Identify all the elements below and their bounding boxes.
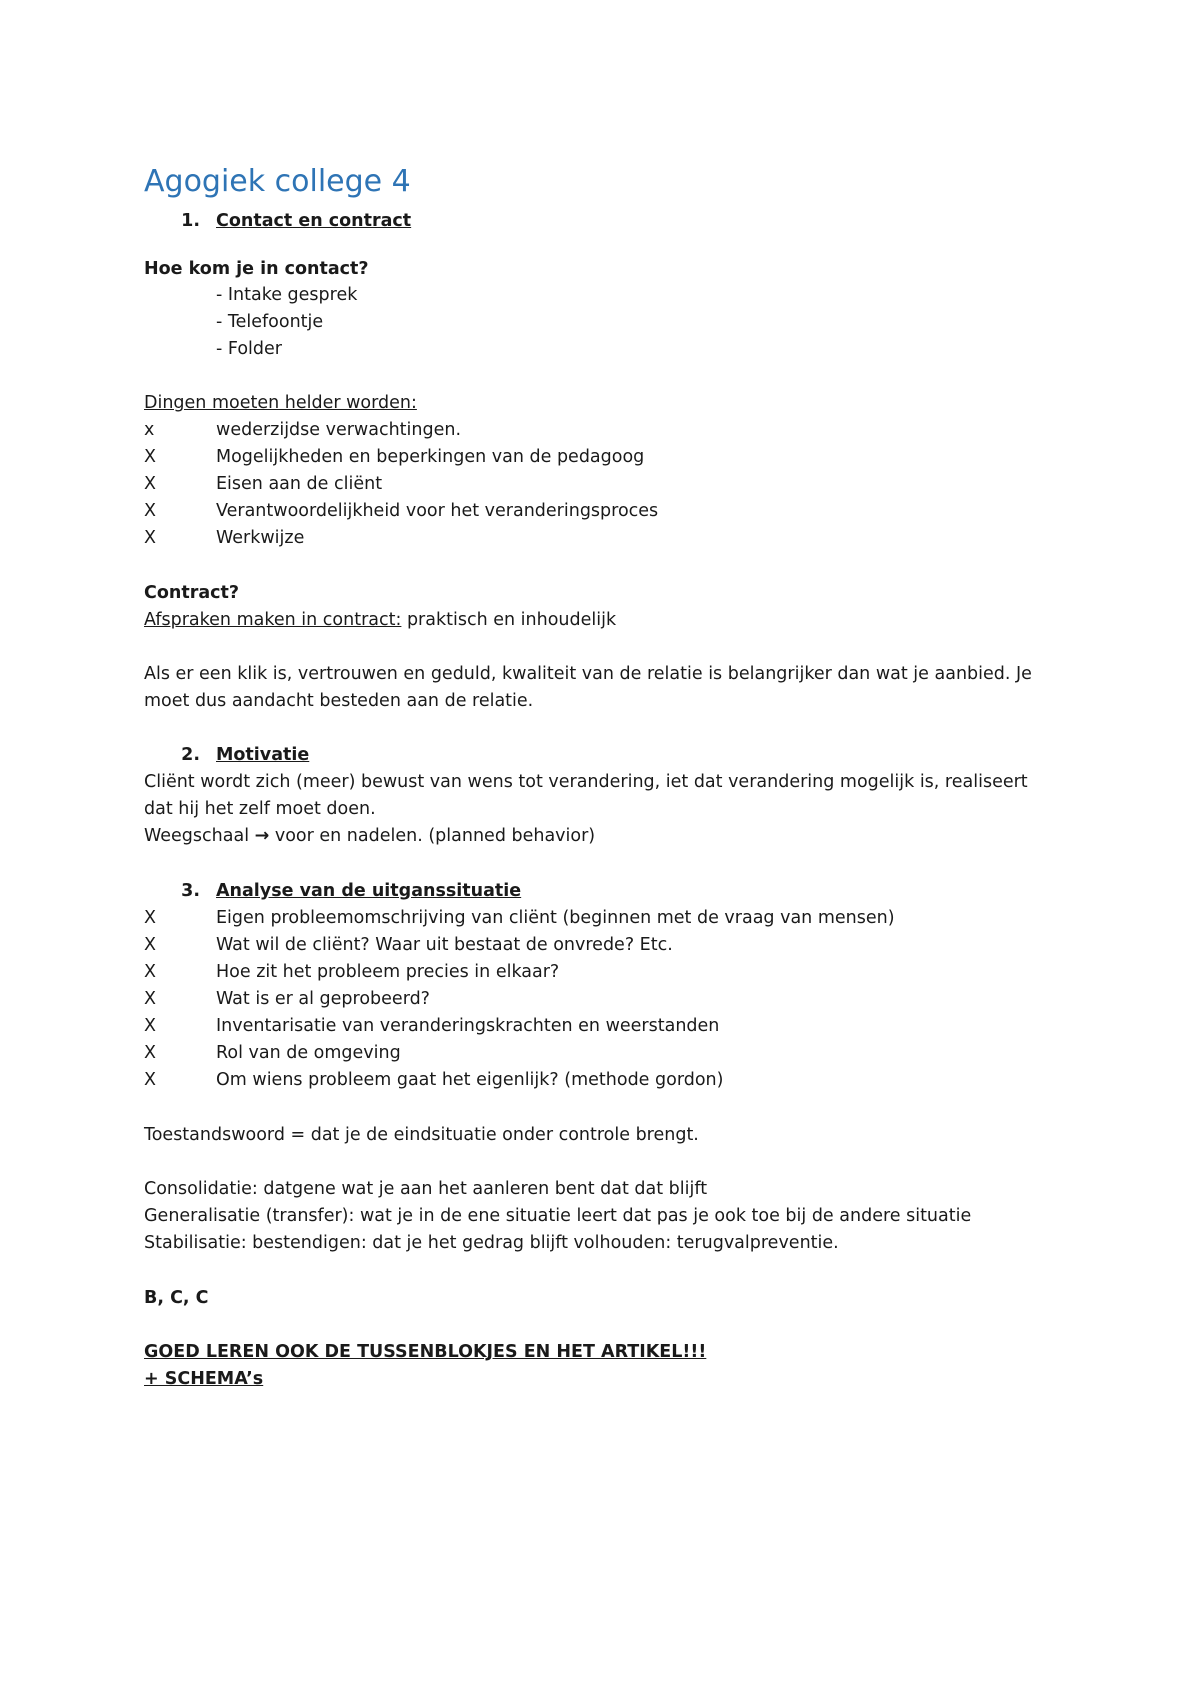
list-item-text: Rol van de omgeving [216,1043,401,1063]
afspraken-label: Afspraken maken in contract: [144,610,402,630]
section-3-title: Analyse van de uitganssituatie [216,881,522,901]
x-mark: X [144,528,156,548]
list-item-text: Inventarisatie van veranderingskrachten en weerstanden [216,1016,720,1036]
section-3-number: 3. [181,881,200,901]
bcc-line: B, C, C [144,1288,209,1308]
arrow-icon: → [254,826,270,846]
x-mark: X [144,447,156,467]
footer-line-1: GOED LEREN OOK DE TUSSENBLOKJES EN HET ARTIKEL!!! [144,1342,707,1362]
contract-question: Contract? [144,583,240,603]
x-mark: X [144,474,156,494]
dash-item: - Telefoontje [216,312,324,332]
x-mark: X [144,501,156,521]
list-item-text: Hoe zit het probleem precies in elkaar? [216,962,560,982]
section-1-number: 1. [181,211,200,231]
x-mark: X [144,989,156,1009]
list-item-text: Wat is er al geprobeerd? [216,989,430,1009]
relation-paragraph-line-1: Als er een klik is, vertrouwen en geduld, kwaliteit van de relatie is belangrijker dan wat je aanbied. Je [144,664,1032,684]
list-item-text: wederzijdse verwachtingen. [216,420,462,440]
section-2-heading [144,742,309,769]
section-1-title: Contact en contract [216,211,412,231]
list-item-text: Eigen probleemomschrijving van cliënt (beginnen met de vraag van mensen) [216,908,895,928]
list-item-text: Eisen aan de cliënt [216,474,383,494]
x-mark: X [144,908,156,928]
motivatie-line-1: Cliënt wordt zich (meer) bewust van wens tot verandering, iet dat verandering mogelijk is, realiseert [144,772,1028,792]
section-2-title: Motivatie [216,745,310,765]
x-mark: X [144,1070,156,1090]
x-mark: X [144,1043,156,1063]
list-item-text: Mogelijkheden en beperkingen van de pedagoog [216,447,645,467]
list-item-text: Wat wil de cliënt? Waar uit bestaat de onvrede? Etc. [216,935,673,955]
clarify-heading: Dingen moeten helder worden: [144,393,417,413]
page-title: Agogiek college 4 [144,164,411,199]
weegschaal-rest: voor en nadelen. (planned behavior) [269,826,596,846]
stabilisatie-line: Stabilisatie: bestendigen: dat je het gedrag blijft volhouden: terugvalpreventie. [144,1233,839,1253]
afspraken-rest: praktisch en inhoudelijk [401,610,617,630]
afspraken-line [144,607,616,634]
relation-paragraph-line-2: moet dus aandacht besteden aan de relatie. [144,691,534,711]
list-item-text: Werkwijze [216,528,305,548]
dash-item: - Intake gesprek [216,285,358,305]
contact-question: Hoe kom je in contact? [144,259,369,279]
dash-item: - Folder [216,339,282,359]
consolidatie-line: Consolidatie: datgene wat je aan het aanleren bent dat dat blijft [144,1179,708,1199]
section-1-heading [144,208,411,235]
list-item-text: Om wiens probleem gaat het eigenlijk? (methode gordon) [216,1070,724,1090]
weegschaal-text: Weegschaal [144,826,255,846]
footer-line-2: + SCHEMA’s [144,1369,264,1389]
x-mark: X [144,1016,156,1036]
generalisatie-line: Generalisatie (transfer): wat je in de ene situatie leert dat pas je ook toe bij de andere situatie [144,1206,972,1226]
x-mark: x [144,420,155,440]
list-item-text: Verantwoordelijkheid voor het veranderingsproces [216,501,659,521]
weegschaal-line [144,823,595,850]
motivatie-line-2: dat hij het zelf moet doen. [144,799,376,819]
x-mark: X [144,935,156,955]
toestandswoord-line: Toestandswoord = dat je de eindsituatie onder controle brengt. [144,1125,699,1145]
x-mark: X [144,962,156,982]
section-3-heading [144,878,521,905]
section-2-number: 2. [181,745,200,765]
